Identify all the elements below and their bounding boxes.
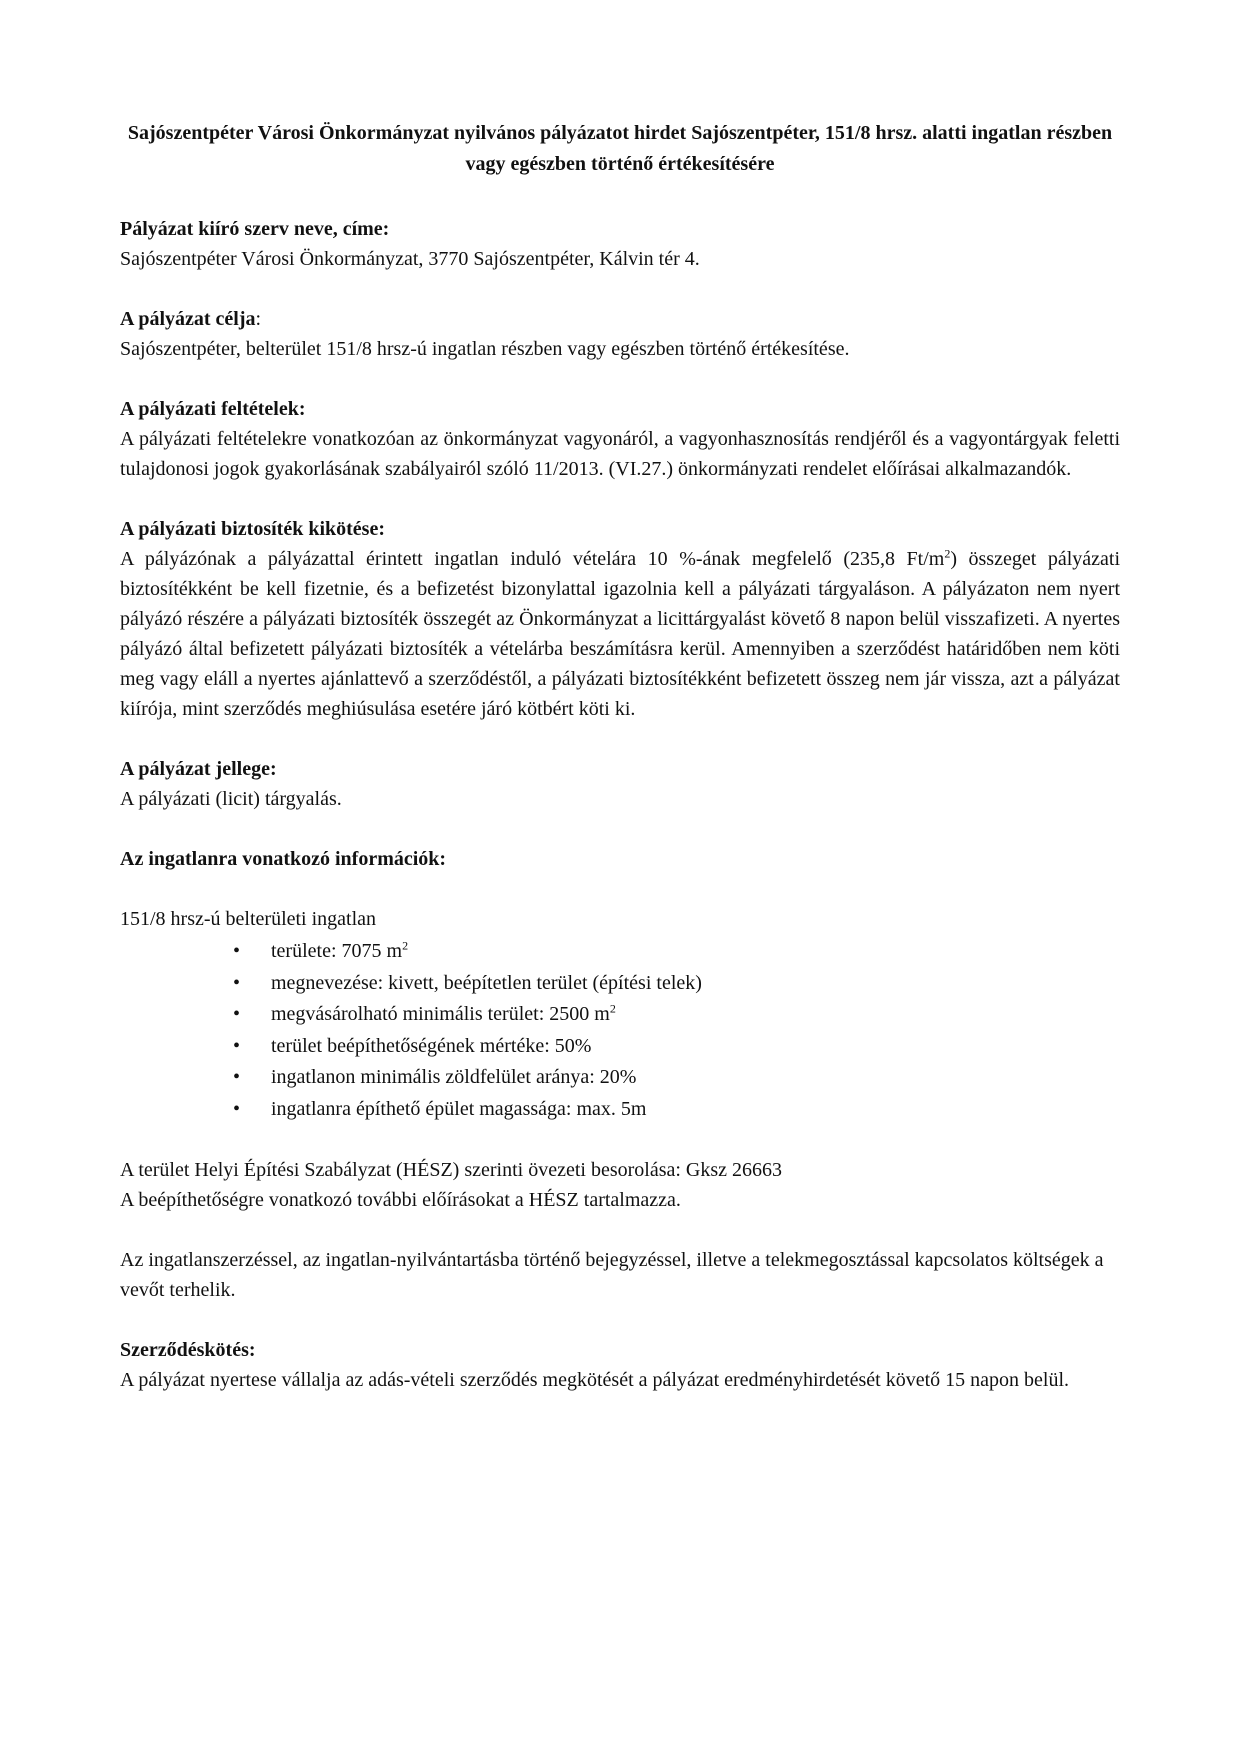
celja-heading: A pályázat célja [120, 308, 256, 330]
feltetelek-text: A pályázati feltételekre vonatkozóan az önkormányzat vagyonáról, a vagyonhasznosítás rendjéről és a vagyontárgyak feletti tulajdonosi jogok gyakorlásának szabályairól szóló 11/2013. (VI.27.) önkormányzati rendelet előírásai alkalmazandók. [120, 428, 1120, 480]
section-feltetelek [120, 394, 1120, 484]
ingatlan-bullet-list [120, 936, 1120, 1125]
section-kiiro [120, 214, 1120, 274]
celja-heading-colon: : [255, 308, 262, 330]
biztositek-text-part1: A pályázónak a pályázattal érintett ingatlan induló vételára 10 %-ának megfelelő (235,8 Ft/m [120, 548, 945, 570]
jellege-text: A pályázati (licit) tárgyalás. [120, 788, 342, 810]
biztositek-heading: A pályázati biztosíték kikötése: [120, 518, 385, 540]
list-item [233, 1062, 1120, 1094]
list-item-superscript: 2 [402, 938, 409, 953]
costs-text: Az ingatlanszerzéssel, az ingatlan-nyilvántartásba történő bejegyzéssel, illetve a telekmegosztással kapcsolatos költségek a vevőt terhelik. [120, 1249, 1104, 1301]
celja-text: Sajószentpéter, belterület 151/8 hrsz-ú ingatlan részben vagy egészben történő értékesítése. [120, 338, 850, 360]
section-celja [120, 304, 1120, 364]
bullet-icon: • [233, 1034, 241, 1057]
list-item-superscript: 2 [609, 1001, 616, 1016]
bullet-icon: • [233, 971, 241, 994]
celja-heading-line [120, 304, 1120, 334]
list-item-text: terület beépíthetőségének mértéke: 50% [271, 1034, 592, 1057]
section-biztositek [120, 514, 1120, 724]
feltetelek-heading: A pályázati feltételek: [120, 398, 306, 420]
bullet-icon: • [233, 1066, 241, 1088]
hesz-classification: A terület Helyi Építési Szabályzat (HÉSZ) szerinti övezeti besorolása: Gksz 26663 [120, 1159, 783, 1181]
biztositek-text-part2: ) összeget pályázati biztosítékként be kell fizetnie, és a befizetést bizonylattal igazolnia kell a pályázati tárgyaláson. A pályázaton nem nyert pályázó részére a pályázati biztosíték összegét az Önkormányzat a licittárgyalást követő 8 napon belül visszafizeti. A nyertes pályázó által befizetett pályázati biztosíték a vételárba beszámításra kerül. Amennyiben a szerződést határidőben nem köti meg vagy eláll a nyertes ajánlattevő a szerződéstől, a pályázati biztosítékként befizetett összeg nem jár vissza, azt a pályázat kiírója, mint szerződés meghiúsulása esetére járó kötbért köti ki. [120, 548, 1121, 720]
jellege-heading: A pályázat jellege: [120, 758, 277, 780]
list-item [233, 936, 1120, 968]
list-item [233, 968, 1120, 1000]
section-ingatlan [120, 844, 1120, 1305]
list-item [233, 1031, 1120, 1063]
list-item-text: ingatlanra építhető épület magassága: max. 5m [271, 1097, 647, 1120]
list-item [233, 999, 1120, 1031]
biztositek-text [120, 544, 1120, 724]
list-item-text: területe: 7075 m [271, 940, 403, 962]
ingatlan-intro: 151/8 hrsz-ú belterületi ingatlan [120, 908, 377, 930]
section-jellege [120, 754, 1120, 814]
biztositek-superscript: 2 [944, 546, 951, 561]
list-item-text: ingatlanon minimális zöldfelület aránya: 20% [271, 1066, 637, 1088]
bullet-icon: • [233, 1097, 241, 1120]
bullet-icon: • [233, 1003, 241, 1025]
section-szerzodeskotes [120, 1335, 1120, 1395]
bullet-icon: • [233, 940, 241, 962]
ingatlan-heading: Az ingatlanra vonatkozó információk: [120, 848, 447, 870]
list-item-text: megnevezése: kivett, beépítetlen terület (építési telek) [271, 971, 702, 994]
list-item [233, 1094, 1120, 1126]
document-title: Sajószentpéter Városi Önkormányzat nyilvános pályázatot hirdet Sajószentpéter, 151/8 hrsz. alatti ingatlan részben vagy egészben történő értékesítésére [127, 122, 1113, 175]
document-page [120, 118, 1120, 1425]
list-item-text: megvásárolható minimális terület: 2500 m [271, 1003, 610, 1025]
kiiro-heading: Pályázat kiíró szerv neve, címe: [120, 218, 390, 240]
kiiro-text: Sajószentpéter Városi Önkormányzat, 3770 Sajószentpéter, Kálvin tér 4. [120, 248, 700, 270]
szerzodeskotes-heading: Szerződéskötés: [120, 1339, 256, 1361]
hesz-note: A beépíthetőségre vonatkozó további előírásokat a HÉSZ tartalmazza. [120, 1189, 681, 1211]
szerzodeskotes-text: A pályázat nyertese vállalja az adás-vételi szerződés megkötését a pályázat eredményhirdetését követő 15 napon belül. [120, 1369, 1070, 1391]
